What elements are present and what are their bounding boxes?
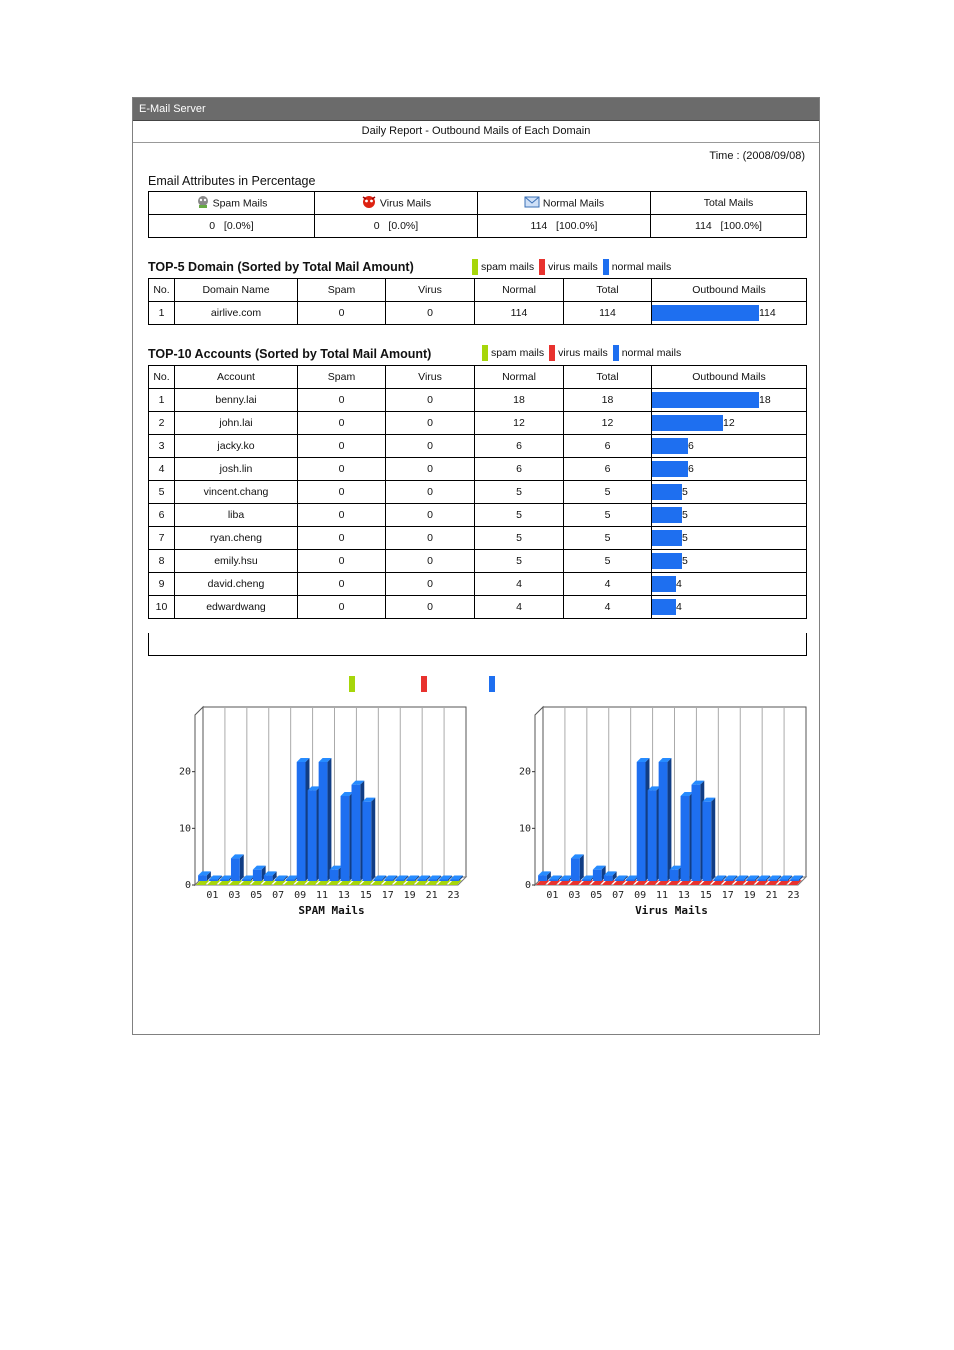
outbound-bar-value: 6 [688, 440, 694, 452]
virus-header [315, 192, 478, 215]
row-total: 114 [564, 302, 652, 325]
normal-mail-icon [524, 195, 540, 212]
bar-front [428, 880, 437, 882]
bar-side [371, 798, 375, 881]
legend-swatch-normal [613, 345, 619, 361]
row-spam: 0 [298, 389, 386, 412]
y-tick-label: 20 [518, 766, 531, 778]
top10-legend [482, 345, 686, 361]
outbound-bar [652, 438, 688, 454]
row-total: 5 [564, 504, 652, 527]
row-normal: 5 [475, 481, 564, 504]
row-total: 6 [564, 435, 652, 458]
row-spam: 0 [298, 596, 386, 619]
row-spam: 0 [298, 527, 386, 550]
row-normal: 6 [475, 458, 564, 481]
outbound-bar [652, 415, 723, 431]
col-no: No. [149, 366, 175, 389]
legend-label-normal: normal mails [621, 347, 682, 359]
total-header-label: Total Mails [703, 197, 754, 209]
bar-front [757, 880, 766, 882]
top10-row [149, 550, 807, 573]
row-virus: 0 [386, 302, 475, 325]
x-tick-label: 23 [787, 890, 800, 901]
row-outbound [652, 527, 807, 550]
x-tick-label: 01 [546, 890, 559, 901]
bar-front [779, 880, 788, 882]
row-normal: 6 [475, 435, 564, 458]
bar-front [330, 870, 339, 881]
normal-value [478, 215, 651, 238]
row-total: 5 [564, 550, 652, 573]
bar-front [395, 880, 404, 882]
bar-side [667, 758, 671, 881]
row-normal: 4 [475, 573, 564, 596]
top10-row [149, 504, 807, 527]
top10-footer-row [148, 633, 807, 656]
row-normal: 4 [475, 596, 564, 619]
row-total: 6 [564, 458, 652, 481]
report-panel [132, 97, 820, 1035]
spam-icon [196, 195, 210, 212]
normal-header [478, 192, 651, 215]
top5-legend [472, 259, 676, 275]
total-pct: [100.0%] [720, 220, 762, 232]
spam-count: 0 [209, 220, 216, 232]
row-total: 5 [564, 527, 652, 550]
bar-front [560, 880, 569, 882]
row-virus: 0 [386, 458, 475, 481]
row-outbound [652, 302, 807, 325]
x-tick-label: 03 [568, 890, 581, 901]
col-spam: Spam [298, 366, 386, 389]
col-spam: Spam [298, 279, 386, 302]
outbound-bar [652, 599, 676, 615]
outbound-bar-value: 5 [682, 509, 688, 521]
outbound-bar [652, 484, 682, 500]
bar-side [711, 798, 715, 881]
bar-front [713, 880, 722, 882]
x-tick-label: 05 [250, 890, 263, 901]
bar-front [198, 875, 207, 881]
bar-front [571, 858, 580, 881]
col-total: Total [564, 366, 652, 389]
bar-front [231, 858, 240, 881]
virus-pct: [0.0%] [388, 220, 419, 232]
row-no: 5 [149, 481, 175, 504]
bar-side [580, 854, 584, 881]
legend-label-normal: normal mails [611, 261, 672, 273]
top5-title: TOP-5 Domain (Sorted by Total Mail Amount) [148, 260, 414, 274]
x-tick-label: 19 [403, 890, 416, 901]
bar-front [253, 870, 262, 881]
legend-swatch-virus [539, 259, 545, 275]
bar-front [308, 790, 317, 881]
x-axis-label: Virus Mails [635, 904, 708, 917]
row-outbound [652, 458, 807, 481]
spam-value [149, 215, 315, 238]
bar-front [735, 880, 744, 882]
bar-front [439, 880, 448, 882]
legend-swatch-virus [549, 345, 555, 361]
bar-front [373, 880, 382, 882]
row-spam: 0 [298, 435, 386, 458]
x-tick-label: 07 [272, 890, 285, 901]
bar-front [670, 870, 679, 881]
x-tick-label: 07 [612, 890, 625, 901]
bar [362, 798, 375, 881]
bar [352, 781, 365, 881]
outbound-bar-value: 4 [676, 601, 682, 613]
row-virus: 0 [386, 596, 475, 619]
virus-value [315, 215, 478, 238]
bar-front [681, 796, 690, 881]
col-outbound: Outbound Mails [652, 279, 807, 302]
bar-front [648, 790, 657, 881]
col-normal: Normal [475, 366, 564, 389]
report-title: Daily Report - Outbound Mails of Each Domain [133, 121, 819, 143]
row-name: edwardwang [175, 596, 298, 619]
normal-header-label: Normal Mails [542, 196, 605, 209]
attributes-table [148, 191, 807, 238]
outbound-bar [652, 461, 688, 477]
row-virus: 0 [386, 412, 475, 435]
spam-pct: [0.0%] [223, 220, 254, 232]
bar-front [593, 870, 602, 881]
bar-front [319, 762, 328, 881]
y-tick-label: 0 [184, 880, 191, 891]
bar-front [209, 880, 218, 882]
row-name: emily.hsu [175, 550, 298, 573]
x-tick-label: 13 [337, 890, 350, 901]
row-total: 12 [564, 412, 652, 435]
row-no: 1 [149, 302, 175, 325]
bar-front [724, 880, 733, 882]
row-normal: 12 [475, 412, 564, 435]
bar-front [352, 785, 361, 881]
spam-header [149, 192, 315, 215]
outbound-bar-value: 4 [676, 578, 682, 590]
row-no: 3 [149, 435, 175, 458]
top10-row [149, 527, 807, 550]
outbound-bar-value: 6 [688, 463, 694, 475]
row-normal: 18 [475, 389, 564, 412]
x-tick-label: 21 [765, 890, 778, 901]
outbound-bar [652, 576, 676, 592]
x-tick-label: 21 [425, 890, 438, 901]
row-total: 18 [564, 389, 652, 412]
bar-front [790, 880, 799, 882]
row-outbound [652, 596, 807, 619]
outbound-bar-value: 5 [682, 486, 688, 498]
total-count: 114 [695, 220, 712, 232]
x-tick-label: 11 [315, 890, 329, 901]
top5-header-row [149, 279, 807, 302]
top10-title: TOP-10 Accounts (Sorted by Total Mail Amount) [148, 347, 432, 361]
bar [637, 758, 650, 881]
attributes-value-row [149, 215, 807, 238]
bar [319, 758, 332, 881]
top10-row [149, 481, 807, 504]
bar [681, 792, 694, 881]
row-spam: 0 [298, 550, 386, 573]
bar-front [417, 880, 426, 882]
top10-header-row [149, 366, 807, 389]
bar [231, 854, 244, 881]
row-name: benny.lai [175, 389, 298, 412]
bar-front [220, 880, 229, 882]
top10-row [149, 435, 807, 458]
top10-row [149, 389, 807, 412]
virus-icon [361, 195, 377, 212]
bar-front [242, 880, 251, 882]
col-account: Account [175, 366, 298, 389]
bar [659, 758, 672, 881]
virus-header-label: Virus Mails [379, 196, 432, 209]
bar [702, 798, 715, 881]
row-no: 1 [149, 389, 175, 412]
x-tick-label: 17 [381, 890, 394, 901]
legend-label-virus: virus mails [558, 347, 608, 359]
bar-front [450, 880, 459, 882]
bar-front [604, 875, 613, 881]
outbound-bar-value: 5 [682, 555, 688, 567]
legend-label-spam: spam mails [481, 261, 535, 273]
outbound-bar-value: 114 [759, 307, 776, 319]
x-tick-label: 11 [655, 890, 669, 901]
col-no: No. [149, 279, 175, 302]
row-spam: 0 [298, 504, 386, 527]
top5-row [149, 302, 807, 325]
row-no: 6 [149, 504, 175, 527]
bar-front [615, 880, 624, 882]
row-outbound [652, 481, 807, 504]
row-name: liba [175, 504, 298, 527]
row-virus: 0 [386, 435, 475, 458]
top10-row [149, 412, 807, 435]
row-no: 9 [149, 573, 175, 596]
bar-front [538, 875, 547, 881]
top10-row [149, 596, 807, 619]
row-normal: 5 [475, 527, 564, 550]
bar-front [659, 762, 668, 881]
row-name: josh.lin [175, 458, 298, 481]
bar [593, 866, 606, 881]
total-value [651, 215, 807, 238]
legend-label-spam: spam mails [491, 347, 545, 359]
bar-front [264, 875, 273, 881]
bar-front [384, 880, 393, 882]
y-tick-label: 0 [524, 880, 531, 891]
window-title: E-Mail Server [133, 98, 819, 121]
row-outbound [652, 504, 807, 527]
row-no: 7 [149, 527, 175, 550]
top5-table [148, 278, 807, 325]
row-total: 4 [564, 573, 652, 596]
plot-left-wall [195, 707, 203, 885]
row-name: david.cheng [175, 573, 298, 596]
bar-front [702, 802, 711, 881]
bar-front [406, 880, 415, 882]
bar-front [286, 880, 295, 882]
row-name: vincent.chang [175, 481, 298, 504]
x-tick-label: 23 [447, 890, 460, 901]
col-virus: Virus [386, 366, 475, 389]
row-spam: 0 [298, 481, 386, 504]
row-virus: 0 [386, 550, 475, 573]
x-tick-label: 09 [634, 890, 647, 901]
row-spam: 0 [298, 302, 386, 325]
row-no: 10 [149, 596, 175, 619]
outbound-bar-value: 12 [723, 417, 735, 429]
legend-swatch-spam [482, 345, 488, 361]
bar [571, 854, 584, 881]
total-header [651, 192, 807, 215]
row-outbound [652, 389, 807, 412]
bar-front [746, 880, 755, 882]
x-tick-label: 03 [228, 890, 241, 901]
x-tick-label: 09 [294, 890, 307, 901]
bar [670, 866, 683, 881]
row-spam: 0 [298, 458, 386, 481]
x-tick-label: 01 [206, 890, 219, 901]
bar [692, 781, 705, 881]
bar-front [341, 796, 350, 881]
row-outbound [652, 412, 807, 435]
virus-count: 0 [373, 220, 380, 232]
row-name: john.lai [175, 412, 298, 435]
normal-pct: [100.0%] [556, 220, 598, 232]
bar [308, 786, 321, 881]
x-tick-label: 05 [590, 890, 603, 901]
row-virus: 0 [386, 573, 475, 596]
x-tick-label: 19 [743, 890, 756, 901]
bar-front [582, 880, 591, 882]
bar-front [275, 880, 284, 882]
x-tick-label: 15 [699, 890, 712, 901]
row-name: ryan.cheng [175, 527, 298, 550]
x-tick-label: 17 [721, 890, 734, 901]
row-virus: 0 [386, 389, 475, 412]
row-outbound [652, 550, 807, 573]
y-tick-label: 10 [178, 823, 191, 835]
bar-front [362, 802, 371, 881]
col-normal: Normal [475, 279, 564, 302]
row-outbound [652, 435, 807, 458]
row-no: 2 [149, 412, 175, 435]
row-virus: 0 [386, 504, 475, 527]
legend-swatch-normal [603, 259, 609, 275]
row-normal: 114 [475, 302, 564, 325]
bar-front [549, 880, 558, 882]
outbound-bar [652, 507, 682, 523]
bar-front [626, 880, 635, 882]
col-virus: Virus [386, 279, 475, 302]
bar-front [637, 762, 646, 881]
virus-chart [503, 688, 813, 918]
outbound-bar [652, 553, 682, 569]
col-outbound: Outbound Mails [652, 366, 807, 389]
row-normal: 5 [475, 504, 564, 527]
outbound-bar-value: 18 [759, 394, 771, 406]
legend-label-virus: virus mails [548, 261, 598, 273]
bar-front [297, 762, 306, 881]
y-tick-label: 10 [518, 823, 531, 835]
row-total: 4 [564, 596, 652, 619]
row-outbound [652, 573, 807, 596]
attributes-title: Email Attributes in Percentage [148, 174, 316, 188]
outbound-bar [652, 530, 682, 546]
row-virus: 0 [386, 527, 475, 550]
chart-legend-normal [489, 676, 495, 692]
bar-front [768, 880, 777, 882]
bar-front [692, 785, 701, 881]
bar [341, 792, 354, 881]
bar [330, 866, 343, 881]
x-tick-label: 13 [677, 890, 690, 901]
row-total: 5 [564, 481, 652, 504]
row-no: 4 [149, 458, 175, 481]
bar [297, 758, 310, 881]
top10-table [148, 365, 807, 619]
attributes-header-row [149, 192, 807, 215]
col-total: Total [564, 279, 652, 302]
bar [648, 786, 661, 881]
row-virus: 0 [386, 481, 475, 504]
report-time: Time : (2008/09/08) [709, 150, 805, 162]
row-spam: 0 [298, 573, 386, 596]
row-name: jacky.ko [175, 435, 298, 458]
col-domain: Domain Name [175, 279, 298, 302]
normal-count: 114 [530, 220, 548, 232]
row-normal: 5 [475, 550, 564, 573]
x-axis-label: SPAM Mails [298, 904, 365, 917]
top10-row [149, 458, 807, 481]
outbound-bar [652, 392, 759, 408]
bar [253, 866, 266, 881]
x-tick-label: 15 [359, 890, 372, 901]
outbound-bar [652, 305, 759, 321]
row-no: 8 [149, 550, 175, 573]
bar-side [327, 758, 331, 881]
plot-left-wall [535, 707, 543, 885]
top10-row [149, 573, 807, 596]
bar-side [240, 854, 244, 881]
legend-swatch-spam [472, 259, 478, 275]
outbound-bar-value: 5 [682, 532, 688, 544]
spam-chart [163, 688, 473, 918]
row-name: airlive.com [175, 302, 298, 325]
row-spam: 0 [298, 412, 386, 435]
y-tick-label: 20 [178, 766, 191, 778]
spam-header-label: Spam Mails [212, 196, 268, 209]
